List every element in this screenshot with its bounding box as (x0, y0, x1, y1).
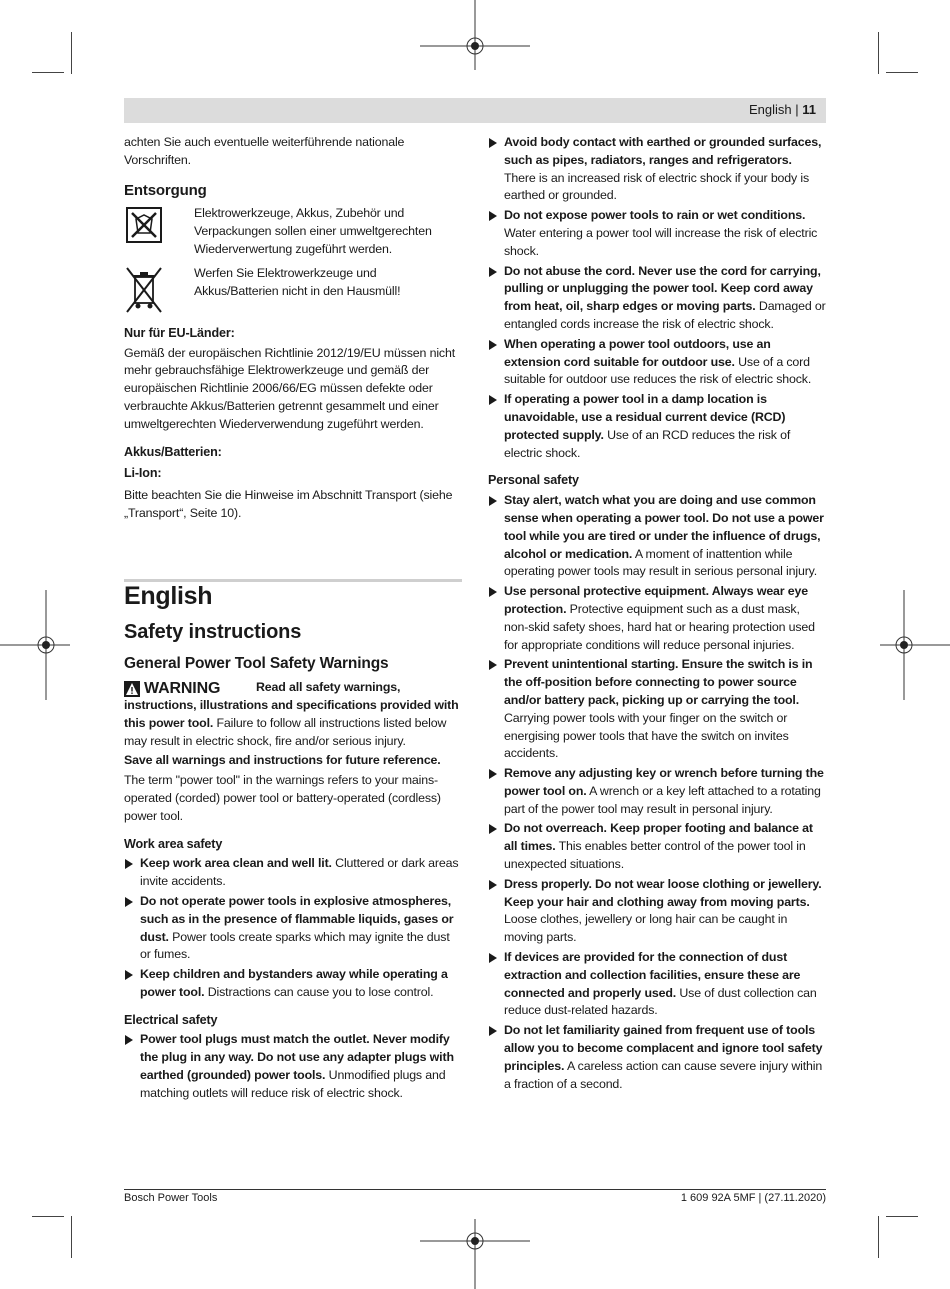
header-language: English (748, 102, 792, 117)
warning-triangle-icon (124, 681, 140, 697)
electrical-list-continued (488, 134, 826, 462)
footer-brand: Bosch Power Tools (124, 1192, 218, 1204)
list-item: Do not let familiarity gained from frequent use of tools allow you to become complacent and ignore tool safety principles. A careless action can cause severe injury within a fraction of a second. (488, 1022, 826, 1093)
list-item: Stay alert, watch what you are doing and use common sense when operating a power tool. Do not use a power tool while you are tired or under the influence of drugs, alcohol or medication. A moment of inattention while operating power tools may result in serious personal injury. (488, 492, 826, 581)
header-text (749, 102, 816, 117)
batteries-heading: Akkus/Batterien: (124, 444, 222, 459)
registration-mark-icon (420, 0, 530, 90)
page-header (124, 98, 826, 123)
registration-mark-icon (880, 590, 950, 700)
warning-lead: Read all safety warnings, instructions, illustrations and specifications provided with this power tool. (124, 680, 459, 730)
term-definition: The term "power tool" in the warnings refers to your mains-operated (corded) power tool or battery-operated (cordless) power tool. (124, 773, 441, 823)
disposal-row (124, 205, 462, 260)
disposal-heading: Entsorgung (124, 181, 207, 199)
list-item: Keep children and bystanders away while operating a power tool. Distractions can cause you to lose control. (124, 966, 462, 1002)
liion-text: Bitte beachten Sie die Hinweise im Abschnitt Transport (siehe „Transport“, Seite 10). (124, 488, 453, 520)
left-column (124, 134, 462, 1105)
disposal-text-2: Werfen Sie Elektrowerkzeuge und Akkus/Batterien nicht in den Hausmüll! (194, 265, 401, 298)
crop-mark (886, 72, 918, 73)
footer-doc-number: 1 609 92A 5MF | (27.11.2020) (680, 1192, 826, 1204)
list-item: Do not operate power tools in explosive atmospheres, such as in the presence of flammable liquids, gases or dust. Power tools create sparks which may ignite the dust or fumes. (124, 893, 462, 964)
recycling-packaging-icon (124, 205, 164, 245)
list-item: If operating a power tool in a damp location is unavoidable, use a residual current device (RCD) protected supply. Use of an RCD reduces the risk of electric shock. (488, 391, 826, 462)
list-item: If devices are provided for the connection of dust extraction and collection facilities, ensure these are connected and properly used. Use of dust collection can reduce dust-related hazards. (488, 949, 826, 1020)
personal-safety-heading: Personal safety (488, 473, 579, 488)
registration-mark-icon (420, 1199, 530, 1289)
work-area-list (124, 855, 462, 1001)
header-separator: | (795, 102, 799, 117)
safety-heading: Safety instructions (124, 620, 302, 643)
right-column (488, 134, 826, 1095)
work-area-heading: Work area safety (124, 836, 223, 851)
eu-text: Gemäß der europäischen Richtlinie 2012/19/EU müssen nicht mehr gebrauchsfähige Elektrowerkzeuge und gemäß der europäischen Richtlinie 2006/66/EG müssen defekte oder verbrauchte Akkus/Batterien getrennt gesammelt und einer umweltgerechten Wiederverwendung zugeführt werden. (124, 345, 455, 431)
crop-mark (71, 32, 72, 74)
crop-mark (878, 32, 879, 74)
disposal-text-1: Elektrowerkzeuge, Akkus, Zubehör und Verpackungen sollen einer umweltgerechten Wiederverwertung zugeführt werden. (194, 206, 432, 256)
warning-paragraph (124, 679, 462, 750)
crop-mark (886, 1216, 918, 1217)
page-number: 11 (802, 102, 816, 117)
general-warnings-heading: General Power Tool Safety Warnings (124, 655, 389, 673)
list-item: Keep work area clean and well lit. Cluttered or dark areas invite accidents. (124, 855, 462, 891)
list-item: Power tool plugs must match the outlet. Never modify the plug in any way. Do not use any adapter plugs with earthed (grounded) power tools. Unmodified plugs and matching outlets will reduce risk of electric shock. (124, 1031, 462, 1102)
list-item: Use personal protective equipment. Always wear eye protection. Protective equipment such as a dust mask, non-skid safety shoes, hard hat or hearing protection used for appropriate conditions will reduce personal injuries. (488, 583, 826, 654)
save-instructions: Save all warnings and instructions for future reference. (124, 753, 441, 768)
warning-text: Failure to follow all instructions listed below may result in electric shock, fire and/or serious injury. (124, 715, 447, 748)
registration-mark-icon (0, 590, 70, 700)
intro-text: achten Sie auch eventuelle weiterführende nationale Vorschriften. (124, 135, 405, 167)
list-item: Do not overreach. Keep proper footing and balance at all times. This enables better control of the power tool in unexpected situations. (488, 820, 826, 873)
crossed-bin-icon (124, 265, 164, 315)
footer-rule (124, 1189, 826, 1190)
crop-mark (32, 72, 64, 73)
list-item: When operating a power tool outdoors, use an extension cord suitable for outdoor use. Use of a cord suitable for outdoor use reduces the risk of electric shock. (488, 336, 826, 389)
list-item: Prevent unintentional starting. Ensure the switch is in the off-position before connecting to power source and/or battery pack, picking up or carrying the tool. Carrying power tools with your finger on the switch or energising power tools that have the switch on invites accidents. (488, 656, 826, 763)
list-item: Dress properly. Do not wear loose clothing or jewellery. Keep your hair and clothing away from moving parts. Loose clothes, jewellery or long hair can be caught in moving parts. (488, 876, 826, 947)
list-item: Do not abuse the cord. Never use the cord for carrying, pulling or unplugging the power tool. Keep cord away from heat, oil, sharp edges or moving parts. Damaged or entangled cords increase the risk of electric shock. (488, 263, 826, 334)
eu-heading: Nur für EU-Länder: (124, 325, 235, 340)
crop-mark (878, 1216, 879, 1258)
language-heading: English (124, 581, 213, 610)
list-item: Avoid body contact with earthed or grounded surfaces, such as pipes, radiators, ranges and refrigerators. There is an increased risk of electric shock if your body is earthed or grounded. (488, 134, 826, 205)
electrical-heading: Electrical safety (124, 1012, 218, 1027)
personal-safety-list (488, 492, 826, 1093)
crop-mark (32, 1216, 64, 1217)
electrical-list (124, 1031, 462, 1102)
warning-label: WARNING (144, 680, 221, 698)
list-item: Do not expose power tools to rain or wet conditions. Water entering a power tool will increase the risk of electric shock. (488, 207, 826, 260)
liion-heading: Li-Ion: (124, 466, 162, 481)
disposal-row (124, 265, 462, 315)
list-item: Remove any adjusting key or wrench before turning the power tool on. A wrench or a key left attached to a rotating part of the power tool may result in personal injury. (488, 765, 826, 818)
crop-mark (71, 1216, 72, 1258)
